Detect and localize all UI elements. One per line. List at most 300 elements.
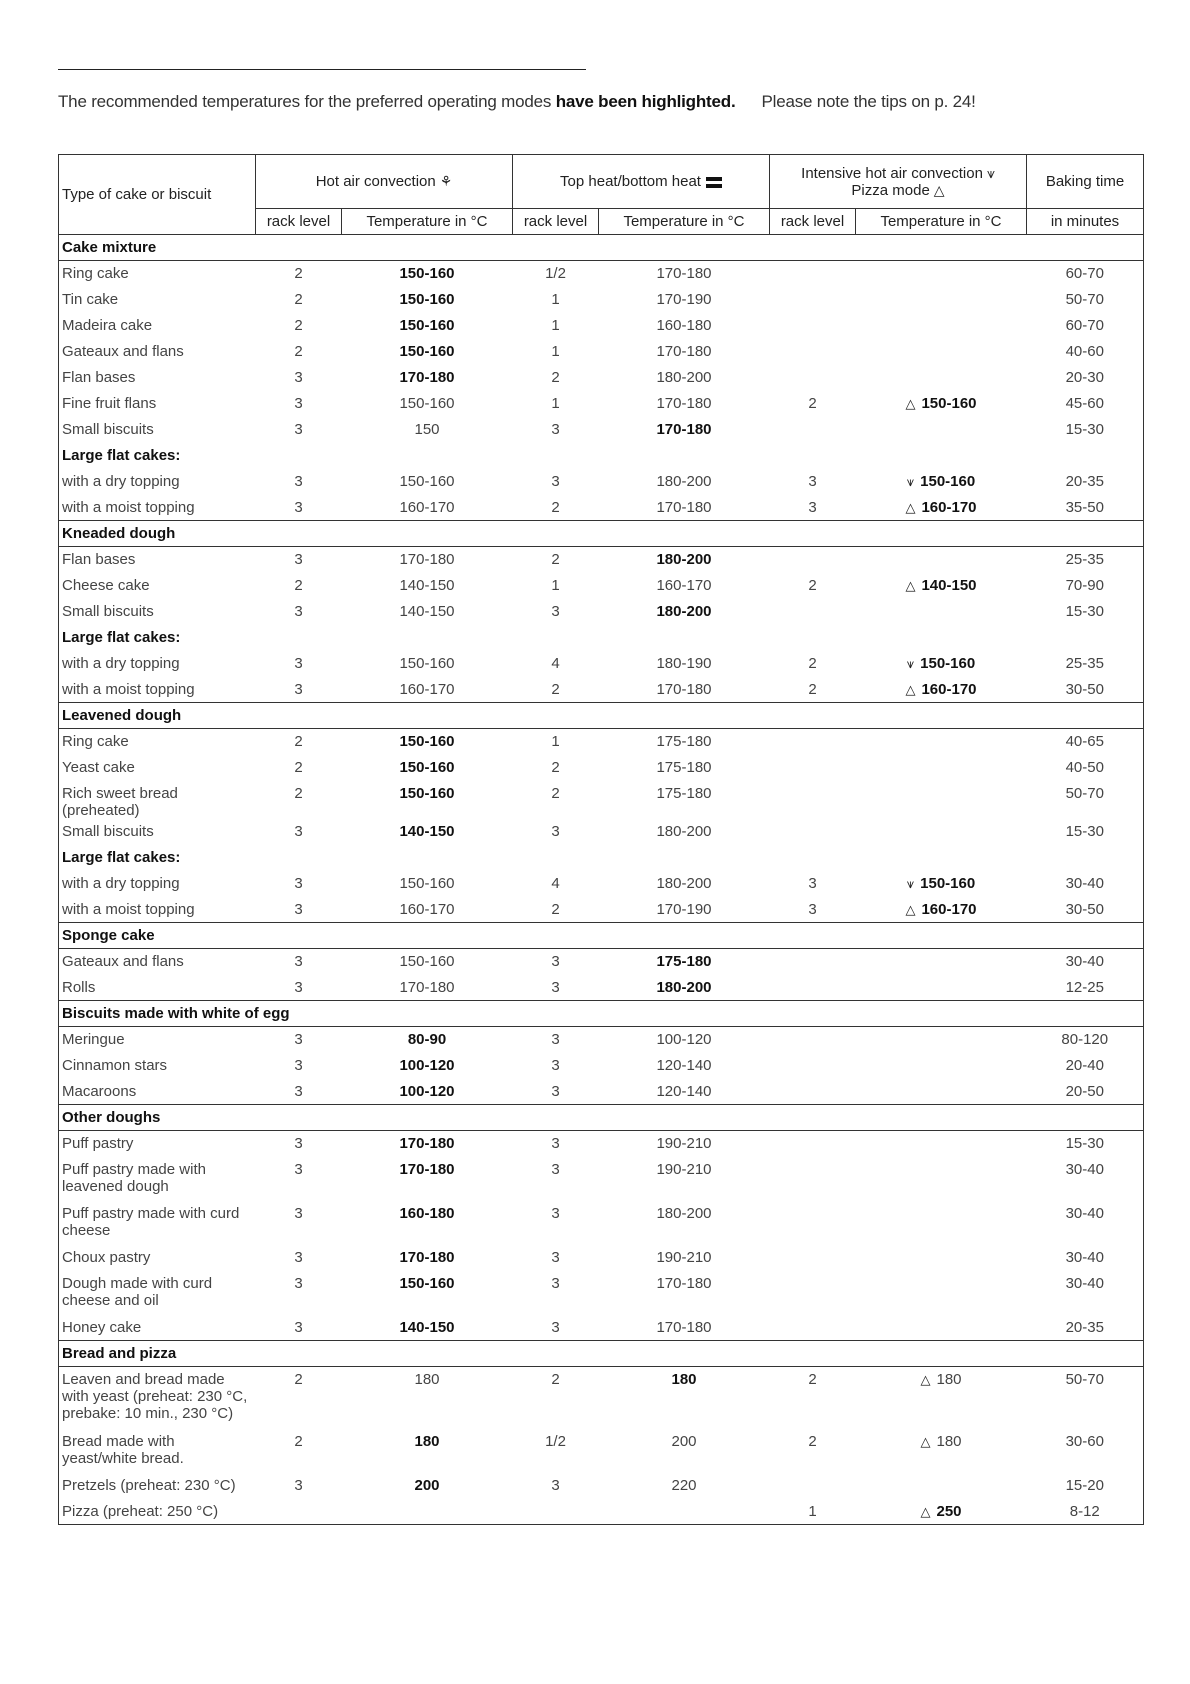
in-rack-cell [770, 313, 856, 339]
item-name: Flan bases [62, 368, 136, 386]
in-rack-cell: 2 [808, 680, 817, 698]
ha-temp-cell: 160-170 [399, 680, 455, 698]
table-row [59, 975, 1144, 1001]
table-row [59, 949, 1144, 975]
baking-time-cell: 20-40 [1065, 1056, 1104, 1074]
baking-time-cell: 30-40 [1065, 1274, 1104, 1292]
tb-rack-cell: 3 [551, 1031, 560, 1048]
table-row [59, 1201, 1144, 1245]
baking-time-cell: 40-65 [1065, 733, 1104, 750]
ha-rack-cell: 2 [294, 733, 303, 750]
in-rack-cell [770, 1271, 856, 1315]
table-row [59, 391, 1144, 417]
table-row [59, 1027, 1144, 1053]
baking-time-cell: 80-120 [1061, 1031, 1109, 1048]
tb-temp-cell: 180-200 [656, 602, 712, 620]
tb-temp-cell: 170-180 [656, 265, 712, 282]
ha-temp-cell: 170-180 [399, 551, 455, 568]
item-name: Cheese cake [62, 576, 150, 594]
in-rack-cell [770, 261, 856, 287]
in-rack-cell: 1 [808, 1502, 817, 1520]
in-rack-cell: 2 [808, 654, 817, 672]
ha-rack-cell: 2 [294, 784, 303, 802]
pizza-mode-icon: △ [905, 499, 916, 515]
hot-air-header: Hot air convection ⚘ [256, 155, 513, 209]
in-temp-value: 150-160 [920, 472, 976, 490]
tb-rack-cell: 2 [551, 784, 560, 802]
subheading-row [59, 443, 1144, 469]
ha-temp-cell: 100-120 [399, 1082, 455, 1100]
ha-rack-cell: 3 [294, 953, 303, 970]
item-name: Leaven and bread made with yeast (preheat: 230 °C, prebake: 10 min., 230 °C) [62, 1371, 248, 1422]
ha-rack-cell: 3 [294, 394, 303, 412]
tb-rack-cell: 4 [551, 654, 560, 672]
table-row [59, 871, 1144, 897]
in-temp-cell [856, 599, 1027, 625]
tb-temp-cell: 170-180 [656, 394, 712, 412]
ha-rack-cell: 3 [294, 1135, 303, 1152]
category-label: Cake mixture [59, 235, 1144, 261]
ha-rack-cell: 3 [294, 1082, 303, 1100]
tb-rack-cell: 3 [551, 602, 560, 620]
tb-temp-cell: 180-200 [656, 978, 712, 996]
item-name: Flan bases [62, 551, 136, 568]
pizza-mode-icon: △ [920, 1503, 931, 1519]
ha-temp-cell: 160-170 [399, 900, 455, 918]
pizza-mode-icon: △ [905, 577, 916, 593]
in-temp-value: 180 [936, 1432, 962, 1450]
item-name: Cinnamon stars [62, 1056, 168, 1074]
in-temp-cell [856, 391, 1027, 417]
item-name: Pretzels (preheat: 230 °C) [62, 1476, 236, 1494]
tb-rack-header: rack level [513, 209, 599, 235]
table-row [59, 495, 1144, 521]
in-rack-cell [770, 949, 856, 975]
in-temp-cell [856, 339, 1027, 365]
in-rack-cell [770, 1245, 856, 1271]
pizza-mode-icon: △ [905, 901, 916, 917]
ha-temp-cell: 150-160 [399, 758, 455, 776]
pizza-mode-icon: △ [920, 1372, 931, 1387]
intro-text: The recommended temperatures for the preferred operating modes have been highlighted. Please note the tips on p. 24! [58, 92, 976, 111]
ha-rack-cell: 2 [294, 576, 303, 594]
in-temp-cell [856, 819, 1027, 845]
ha-temp-cell: 180 [414, 1371, 440, 1388]
tb-temp-cell: 120-140 [656, 1056, 712, 1074]
item-name: with a dry topping [62, 874, 180, 892]
in-temp-header: Temperature in °C [856, 209, 1027, 235]
tb-temp-cell: 175-180 [656, 953, 712, 970]
tb-temp-cell: 180-190 [656, 654, 712, 672]
in-rack-cell [770, 339, 856, 365]
category-label: Sponge cake [59, 923, 1144, 949]
tb-temp-cell: 180-200 [656, 822, 712, 840]
in-temp-cell [856, 1367, 1027, 1429]
table-row [59, 287, 1144, 313]
category-label: Other doughs [59, 1105, 1144, 1131]
ha-temp-cell: 160-170 [399, 498, 455, 516]
tb-temp-cell: 160-180 [656, 316, 712, 334]
tb-rack-cell: 3 [551, 1476, 560, 1494]
in-temp-cell [856, 871, 1027, 897]
baking-time-cell: 15-30 [1065, 822, 1104, 840]
tb-temp-header: Temperature in °C [599, 209, 770, 235]
intensive-fan-icon: ⩛ [906, 473, 915, 489]
ha-temp-cell: 140-150 [399, 822, 455, 840]
subheading-row [59, 625, 1144, 651]
in-temp-cell [856, 677, 1027, 703]
ha-rack-cell: 3 [294, 472, 303, 490]
ha-rack-cell: 3 [294, 1204, 303, 1222]
category-row [59, 1001, 1144, 1027]
tb-rack-cell: 2 [551, 551, 560, 568]
baking-time-cell: 40-60 [1065, 342, 1104, 360]
item-name: with a moist topping [62, 900, 195, 918]
tb-temp-cell: 200 [671, 1432, 697, 1450]
in-rack-cell: 2 [808, 576, 817, 594]
in-temp-cell [856, 1271, 1027, 1315]
ha-temp-cell: 160-180 [399, 1204, 455, 1222]
table-row [59, 417, 1144, 443]
in-temp-cell [856, 1473, 1027, 1499]
ha-temp-cell: 170-180 [399, 1160, 455, 1178]
ha-temp-cell: 150-160 [399, 316, 455, 334]
in-rack-cell: 3 [808, 900, 817, 918]
tb-rack-cell: 2 [551, 498, 560, 516]
in-rack-cell: 3 [808, 472, 817, 490]
baking-time-cell: 60-70 [1065, 316, 1104, 334]
ha-rack-cell: 2 [294, 290, 303, 308]
ha-rack-cell: 2 [294, 1432, 303, 1450]
ha-temp-cell: 140-150 [399, 602, 455, 620]
table-row [59, 1271, 1144, 1315]
tb-rack-cell: 3 [551, 1135, 560, 1152]
baking-time-cell: 30-40 [1065, 1248, 1104, 1266]
baking-time-cell: 30-50 [1065, 680, 1104, 698]
baking-time-cell: 30-40 [1065, 1204, 1104, 1222]
in-rack-cell [770, 1157, 856, 1201]
tb-rack-cell: 1/2 [545, 1432, 566, 1450]
table-body [59, 235, 1144, 1525]
baking-time-cell: 30-40 [1065, 953, 1104, 970]
ha-temp-cell: 140-150 [399, 1318, 455, 1336]
in-rack-cell [770, 819, 856, 845]
tb-rack-cell: 1 [551, 342, 560, 360]
tb-rack-cell: 3 [551, 953, 560, 970]
tb-rack-cell: 3 [551, 1318, 560, 1336]
in-rack-cell: 3 [808, 498, 817, 516]
tb-temp-cell: 180-200 [656, 1204, 712, 1222]
item-name: Gateaux and flans [62, 953, 184, 970]
tb-temp-cell: 170-180 [656, 498, 712, 516]
ha-rack-cell: 3 [294, 680, 303, 698]
in-rack-cell: 2 [808, 1432, 817, 1450]
intensive-header: Intensive hot air convection ⩛ Pizza mode △ [770, 155, 1027, 209]
subheading-label: Large flat cakes: [62, 848, 181, 866]
tb-rack-cell: 1/2 [545, 265, 566, 282]
table-row [59, 897, 1144, 923]
table-row [59, 573, 1144, 599]
category-label: Kneaded dough [59, 521, 1144, 547]
table-row [59, 1131, 1144, 1157]
intro-highlight-text: have been highlighted. [555, 92, 736, 111]
baking-time-cell: 20-35 [1065, 1318, 1104, 1336]
in-temp-cell [856, 755, 1027, 781]
item-name: Honey cake [62, 1318, 142, 1336]
table-row [59, 677, 1144, 703]
tb-rack-cell: 2 [551, 680, 560, 698]
ha-rack-cell: 3 [294, 1031, 303, 1048]
ha-rack-cell: 3 [294, 1318, 303, 1336]
ha-rack-cell: 3 [294, 1056, 303, 1074]
baking-time-cell: 30-40 [1065, 1160, 1104, 1178]
tb-temp-cell: 180-200 [656, 551, 712, 568]
tb-temp-cell: 170-180 [656, 1318, 712, 1336]
table-row [59, 1079, 1144, 1105]
in-rack-cell [770, 1201, 856, 1245]
table-row [59, 819, 1144, 845]
ha-rack-cell: 2 [294, 316, 303, 334]
table-row [59, 651, 1144, 677]
in-rack-cell [770, 781, 856, 819]
tb-rack-cell: 1 [551, 576, 560, 594]
tb-temp-cell: 170-190 [656, 900, 712, 918]
in-temp-cell [856, 469, 1027, 495]
pizza-mode-icon: △ [920, 1433, 931, 1449]
top-bottom-heat-icon [706, 177, 722, 188]
type-header: Type of cake or biscuit [59, 155, 256, 235]
ha-rack-cell: 3 [294, 1248, 303, 1266]
tb-rack-cell: 1 [551, 290, 560, 308]
item-name: Choux pastry [62, 1248, 151, 1266]
in-temp-cell [856, 1027, 1027, 1053]
baking-time-cell: 20-30 [1065, 368, 1104, 386]
table-row [59, 781, 1144, 819]
baking-time-cell: 50-70 [1065, 784, 1104, 802]
item-name: Puff pastry made with leavened dough [62, 1160, 206, 1195]
item-name: Small biscuits [62, 420, 154, 438]
subheading-row [59, 845, 1144, 871]
item-name: Small biscuits [62, 602, 154, 620]
in-temp-cell [856, 1315, 1027, 1341]
ha-rack-cell: 3 [294, 654, 303, 672]
in-rack-cell [770, 365, 856, 391]
in-temp-cell [856, 975, 1027, 1001]
in-rack-cell [770, 1027, 856, 1053]
category-row [59, 1341, 1144, 1367]
ha-temp-cell: 170-180 [399, 1135, 455, 1152]
in-temp-cell [856, 547, 1027, 573]
ha-rack-cell: 3 [294, 978, 303, 996]
baking-time-cell: 20-35 [1065, 472, 1104, 490]
ha-temp-cell: 150-160 [399, 654, 455, 672]
in-temp-cell [856, 1499, 1027, 1525]
tb-temp-cell: 180-200 [656, 472, 712, 490]
tb-temp-cell: 190-210 [656, 1135, 712, 1152]
item-name: with a moist topping [62, 680, 195, 698]
tb-temp-cell: 170-180 [656, 420, 712, 438]
ha-temp-cell: 150-160 [399, 265, 455, 282]
table-row [59, 599, 1144, 625]
tb-temp-cell: 175-180 [656, 758, 712, 776]
category-row [59, 235, 1144, 261]
table-row [59, 729, 1144, 755]
in-rack-header: rack level [770, 209, 856, 235]
table-row [59, 547, 1144, 573]
baking-time-cell: 50-70 [1065, 1371, 1104, 1388]
baking-time-cell: 35-50 [1065, 498, 1104, 516]
tb-rack-cell: 3 [551, 420, 560, 438]
table-row [59, 313, 1144, 339]
item-name: Pizza (preheat: 250 °C) [62, 1502, 219, 1520]
in-temp-cell [856, 287, 1027, 313]
ha-temp-cell: 150-160 [399, 874, 455, 892]
table-row [59, 365, 1144, 391]
table-row [59, 1499, 1144, 1525]
tb-rack-cell: 2 [551, 1371, 560, 1388]
ha-temp-cell: 150-160 [399, 1274, 455, 1292]
in-temp-cell [856, 897, 1027, 923]
in-temp-cell [856, 1157, 1027, 1201]
tb-temp-cell: 170-180 [656, 1274, 712, 1292]
in-temp-cell [856, 1079, 1027, 1105]
in-temp-cell [856, 365, 1027, 391]
ha-rack-cell: 3 [294, 368, 303, 386]
item-name: Macaroons [62, 1082, 137, 1100]
baking-time-cell: 30-50 [1065, 900, 1104, 918]
intensive-fan-icon: ⩛ [906, 655, 915, 671]
ha-rack-cell: 3 [294, 1160, 303, 1178]
item-name: Rolls [62, 978, 96, 996]
tb-rack-cell: 2 [551, 900, 560, 918]
pizza-mode-icon: △ [933, 181, 945, 198]
intensive-fan-icon: ⩛ [986, 164, 995, 181]
in-temp-cell [856, 417, 1027, 443]
tb-temp-cell: 120-140 [656, 1082, 712, 1100]
tb-temp-cell: 170-180 [656, 342, 712, 360]
item-name: Ring cake [62, 265, 129, 282]
in-temp-cell [856, 1201, 1027, 1245]
tb-rack-cell: 3 [551, 1274, 560, 1292]
tb-temp-cell: 170-180 [656, 680, 712, 698]
minutes-header: in minutes [1027, 209, 1144, 235]
ha-rack-cell: 3 [294, 900, 303, 918]
category-row [59, 703, 1144, 729]
in-rack-cell [770, 1053, 856, 1079]
baking-time-cell: 15-30 [1065, 1135, 1104, 1152]
ha-rack-header: rack level [256, 209, 342, 235]
table-row [59, 1157, 1144, 1201]
baking-time-cell: 8-12 [1069, 1502, 1100, 1520]
in-rack-cell [770, 287, 856, 313]
table-row [59, 1473, 1144, 1499]
category-label: Bread and pizza [59, 1341, 1144, 1367]
ha-rack-cell: 3 [294, 1476, 303, 1494]
baking-time-cell: 70-90 [1065, 576, 1104, 594]
ha-temp-cell: 180 [414, 1432, 440, 1450]
ha-temp-cell: 170-180 [399, 978, 455, 996]
baking-time-cell: 50-70 [1065, 290, 1104, 308]
ha-temp-cell: 150-160 [399, 472, 455, 490]
in-rack-cell [770, 1315, 856, 1341]
in-temp-value: 140-150 [921, 576, 977, 594]
ha-rack-cell: 3 [294, 551, 303, 568]
table-row [59, 261, 1144, 287]
ha-temp-cell: 150-160 [399, 784, 455, 802]
baking-time-cell: 15-30 [1065, 420, 1104, 438]
tb-rack-cell [513, 1499, 599, 1525]
item-name: Puff pastry [62, 1135, 134, 1152]
in-temp-cell [856, 1131, 1027, 1157]
ha-temp-header: Temperature in °C [342, 209, 513, 235]
ha-temp-cell: 140-150 [399, 576, 455, 594]
item-name: Yeast cake [62, 758, 135, 776]
tb-temp-cell: 190-210 [656, 1160, 712, 1178]
intensive-fan-icon: ⩛ [906, 875, 915, 891]
in-temp-cell [856, 1245, 1027, 1271]
in-rack-cell: 3 [808, 874, 817, 892]
tb-temp-cell: 170-190 [656, 290, 712, 308]
in-temp-value: 150-160 [920, 654, 976, 672]
category-row [59, 923, 1144, 949]
baking-time-cell: 30-40 [1065, 874, 1104, 892]
ha-rack-cell: 2 [294, 342, 303, 360]
tb-temp-cell [599, 1499, 770, 1525]
ha-rack-cell: 2 [294, 1371, 303, 1388]
in-temp-cell [856, 573, 1027, 599]
top-rule [58, 69, 586, 70]
ha-temp-cell: 150-160 [399, 342, 455, 360]
baking-time-cell: 15-30 [1065, 602, 1104, 620]
in-temp-value: 160-170 [921, 900, 977, 918]
ha-temp-cell: 100-120 [399, 1056, 455, 1074]
table-row [59, 469, 1144, 495]
tb-rack-cell: 1 [551, 733, 560, 750]
in-rack-cell [770, 1131, 856, 1157]
category-label: Biscuits made with white of egg [59, 1001, 1144, 1027]
table-row [59, 755, 1144, 781]
in-rack-cell [770, 1473, 856, 1499]
in-temp-cell [856, 729, 1027, 755]
tb-rack-cell: 4 [551, 874, 560, 892]
baking-time-cell: 60-70 [1065, 265, 1104, 282]
tb-rack-cell: 2 [551, 758, 560, 776]
category-row [59, 1105, 1144, 1131]
in-rack-cell [770, 1079, 856, 1105]
tb-rack-cell: 3 [551, 1204, 560, 1222]
tips-note: Please note the tips on p. 24! [761, 92, 976, 111]
in-temp-cell [856, 495, 1027, 521]
ha-temp-cell: 200 [414, 1476, 440, 1494]
tb-temp-cell: 100-120 [656, 1031, 712, 1048]
subheading-label: Large flat cakes: [62, 446, 181, 464]
tb-rack-cell: 3 [551, 1056, 560, 1074]
tb-temp-cell: 160-170 [656, 576, 712, 594]
in-rack-cell [770, 755, 856, 781]
ha-rack-cell: 3 [294, 498, 303, 516]
ha-rack-cell: 2 [294, 265, 303, 282]
ha-rack-cell: 3 [294, 1274, 303, 1292]
ha-rack-cell [256, 1499, 342, 1525]
baking-time-cell: 20-50 [1065, 1082, 1104, 1100]
item-name: Fine fruit flans [62, 394, 157, 412]
item-name: Small biscuits [62, 822, 154, 840]
ha-temp-cell [342, 1499, 513, 1525]
item-name: Puff pastry made with curd cheese [62, 1204, 240, 1239]
in-rack-cell [770, 729, 856, 755]
tb-rack-cell: 3 [551, 1082, 560, 1100]
tb-rack-cell: 3 [551, 1248, 560, 1266]
